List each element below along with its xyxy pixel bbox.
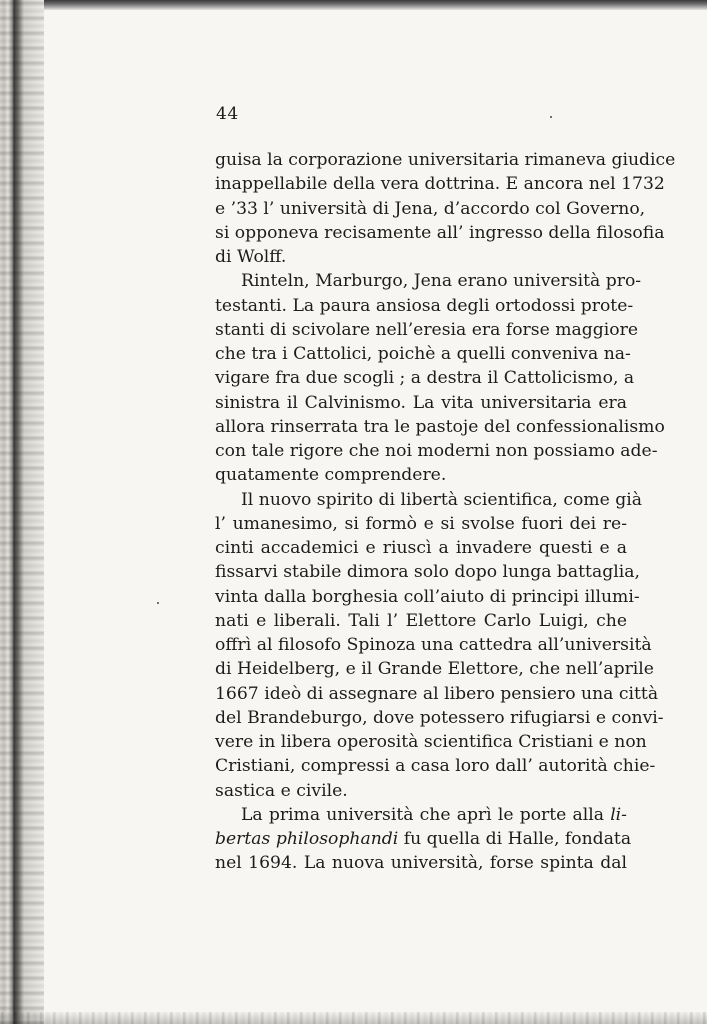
text-line: inappellabile della vera dottrina. E ancora nel 1732 (215, 174, 665, 195)
text-line: di Wolff. (215, 247, 287, 267)
text-line: e ’33 l’ università di Jena, d’accordo col Governo, (215, 198, 646, 219)
scan-bottom-edge (0, 1012, 707, 1024)
text-line: sastica e civile. (215, 780, 348, 801)
body-text (215, 148, 676, 876)
scan-binding-edge (0, 0, 44, 1024)
text-line: allora rinserrata tra le pastoje del confessionalismo (215, 416, 665, 437)
ink-speck (550, 116, 552, 118)
italic-segment: bertas philosophandi (215, 829, 399, 849)
text-line: vigare fra due scogli ; a destra il Cattolicismo, a (215, 368, 635, 389)
scan-top-edge (0, 0, 707, 10)
text-segment: fu quella di Halle, fondata (398, 829, 632, 849)
text-line: guisa la corporazione universitaria rimaneva giudice (215, 150, 676, 170)
text-line: 1667 ideò di assegnare al libero pensiero una città (215, 683, 659, 704)
text-line: offrì al filosofo Spinoza una cattedra all’università (215, 635, 652, 655)
text-line: nel 1694. La nuova università, forse spinta dal (215, 853, 627, 874)
paragraph (215, 803, 632, 876)
text-line: fissarvi stabile dimora solo dopo lunga battaglia, (215, 562, 640, 583)
text-line: quatamente comprendere. (215, 465, 447, 486)
text-line: del Brandeburgo, dove potessero rifugiarsi e convi- (215, 707, 664, 728)
paragraph (215, 488, 664, 803)
text-line: stanti di scivolare nell’eresia era forse maggiore (215, 319, 639, 340)
text-segment: La prima università che aprì le porte alla (241, 804, 611, 825)
text-line: si opponeva recisamente all’ ingresso della filosofia (215, 222, 665, 243)
page-number: 44 (216, 104, 239, 124)
text-line: vinta dalla borghesia coll’aiuto di principi illumi- (215, 586, 640, 607)
paragraph (215, 269, 665, 487)
text-line: Rinteln, Marburgo, Jena erano università pro- (241, 271, 642, 292)
text-line (215, 803, 627, 827)
text-line: cinti accademici e riuscì a invadere questi e a (215, 538, 627, 558)
text-line: di Heidelberg, e il Grande Elettore, che nell’aprile (215, 659, 654, 680)
text-line (215, 827, 632, 851)
text-line: l’ umanesimo, si formò e si svolse fuori dei re- (215, 513, 627, 534)
paragraph (215, 148, 676, 269)
text-line: Il nuovo spirito di libertà scientifica, come già (241, 489, 642, 510)
text-line: testanti. La paura ansiosa degli ortodossi prote- (215, 295, 634, 316)
text-line: sinistra il Calvinismo. La vita universitaria era (215, 392, 627, 413)
italic-segment: li- (610, 804, 627, 825)
text-line: vere in libera operosità scientifica Cristiani e non (215, 732, 647, 752)
text-line: nati e liberali. Tali l’ Elettore Carlo Luigi, che (215, 610, 627, 631)
ink-speck (157, 602, 159, 604)
text-line: che tra i Cattolici, poichè a quelli conveniva na- (215, 344, 631, 364)
text-line: Cristiani, compressi a casa loro dall’ autorità chie- (215, 756, 656, 777)
text-line: con tale rigore che noi moderni non possiamo ade- (215, 441, 658, 461)
